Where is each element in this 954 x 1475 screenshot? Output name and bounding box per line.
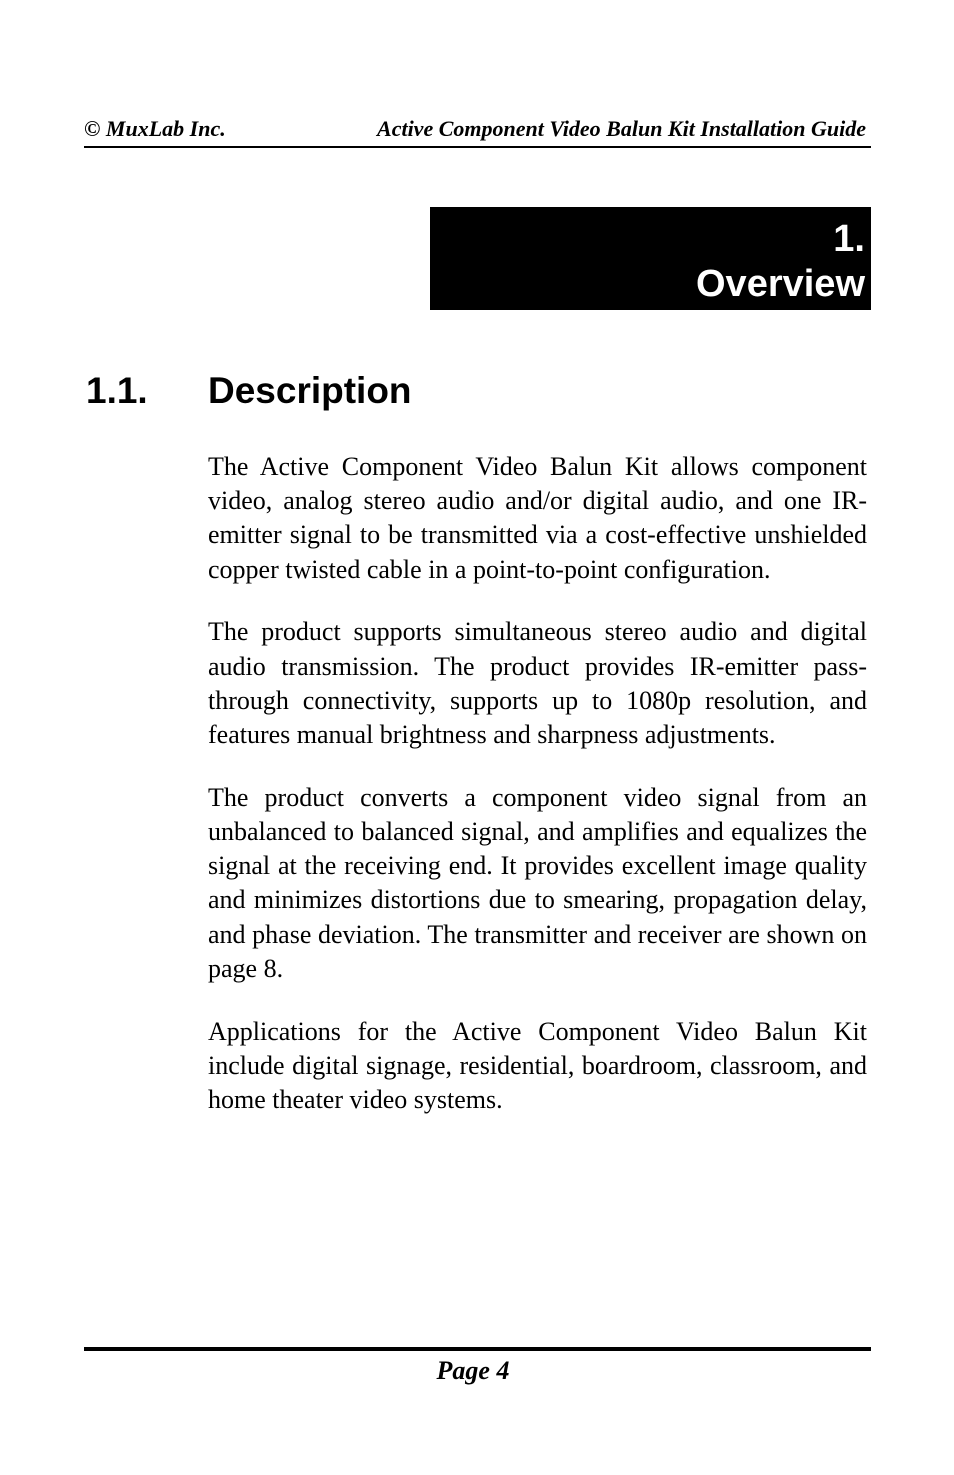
page-footer [0,1356,954,1386]
paragraph: Applications for the Active Component Video Balun Kit include digital signage, residential, boardroom, classroom, and home theater video systems. [208,1016,867,1115]
paragraph: The product supports simultaneous stereo audio and digital audio transmission. The product provides IR-emitter pass-through connectivity, supports up to 1080p resolution, and features manual brightness and sharpness adjustments. [208,617,867,750]
chapter-title: Overview [696,263,865,305]
page-number: Page 4 [436,1356,510,1385]
chapter-number: 1. [833,218,865,260]
paragraph: The product converts a component video signal from an unbalanced to balanced signal, and amplifies and equalizes the signal at the receiving end. It provides excellent image quality and minimizes distortions due to smearing, propagation delay, and phase deviation. The transmitter and receiver are shown on page 8. [208,782,867,983]
page-header [84,116,870,144]
description-body [208,450,867,1146]
header-guide-title: Active Component Video Balun Kit Installation Guide [377,116,866,141]
chapter-title-box [430,207,871,310]
section-heading [86,368,412,414]
section-number: 1.1. [86,370,148,411]
footer-rule [84,1347,871,1351]
header-copyright: © MuxLab Inc. [84,116,226,141]
header-rule [84,146,871,148]
paragraph: The Active Component Video Balun Kit allows component video, analog stereo audio and/or digital audio, and one IR-emitter signal to be transmitted via a cost-effective unshielded copper twisted cable in a point-to-point configuration. [208,452,867,584]
section-title: Description [208,370,412,411]
